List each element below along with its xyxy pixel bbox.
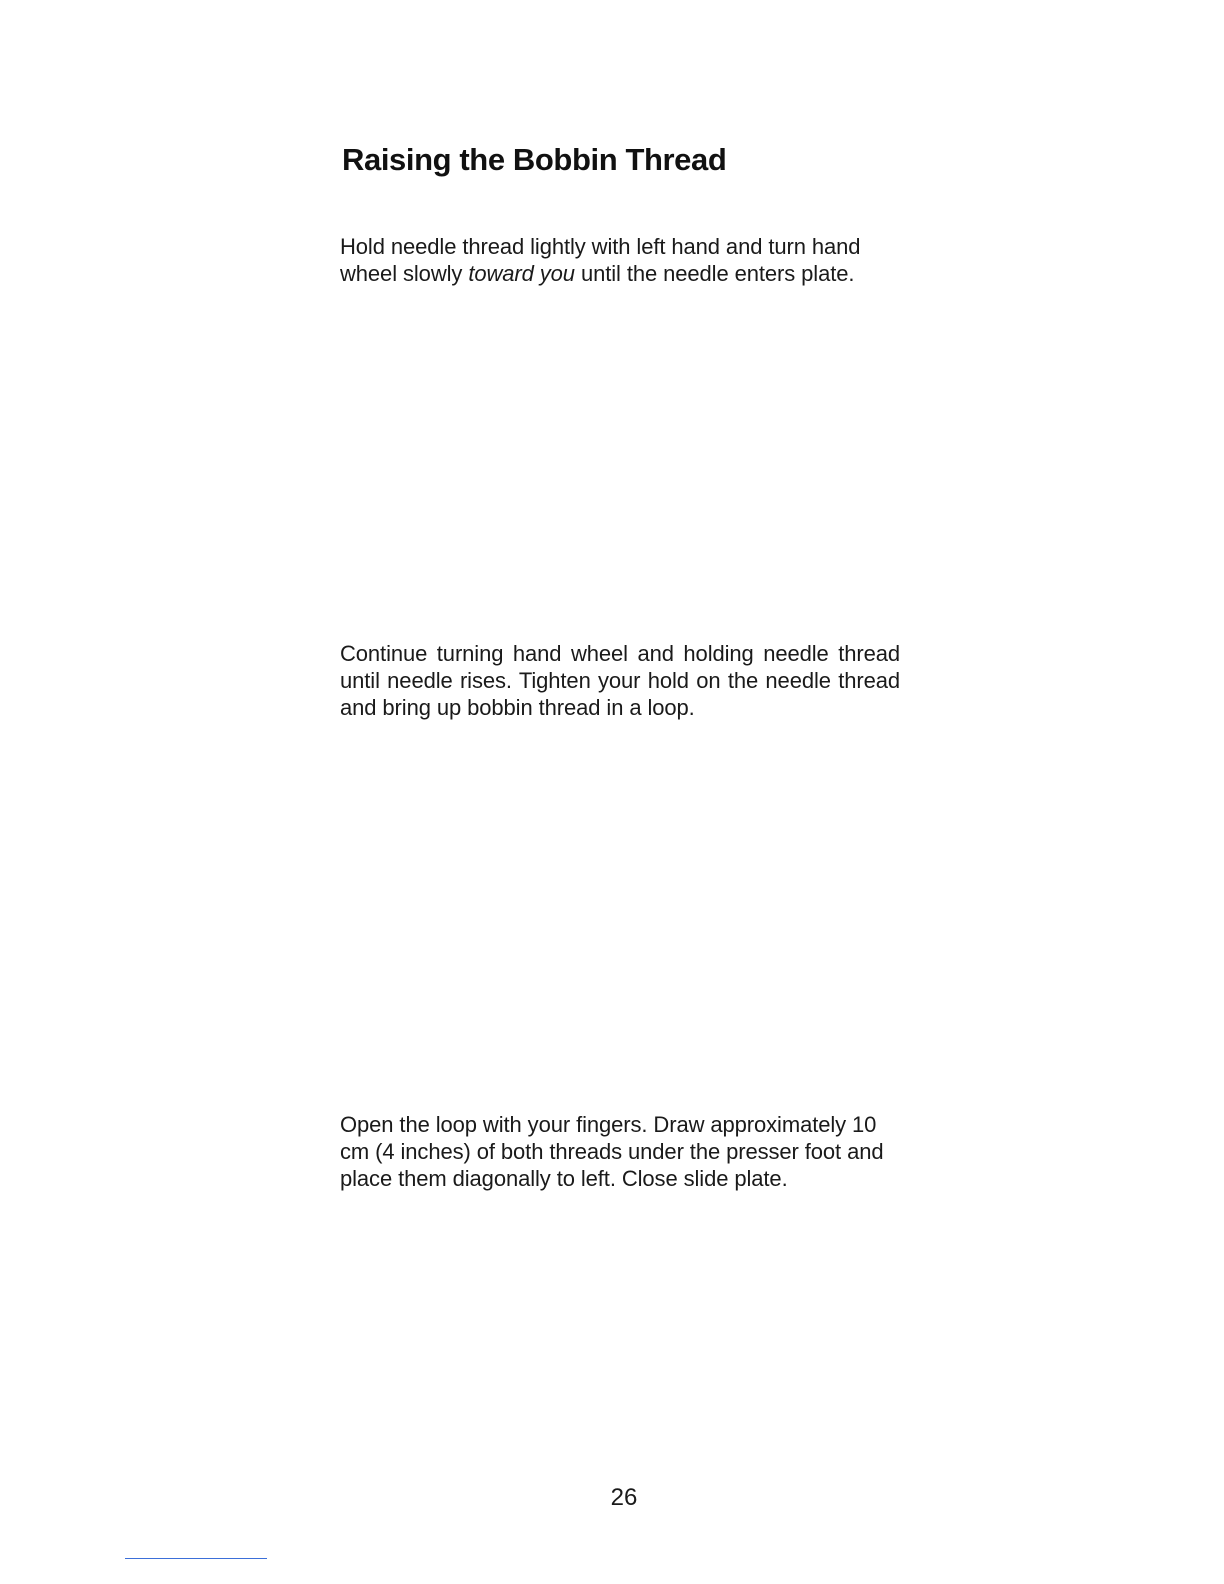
paragraph-1-text-start: Hold needle thread lightly with left hand and turn hand wheel slowly [340,234,861,286]
instruction-paragraph-1 [340,233,900,287]
footer-rule [125,1558,267,1559]
paragraph-1-emphasis: toward you [468,261,575,286]
paragraph-1-text-end: until the needle enters plate. [574,261,855,286]
page-title: Raising the Bobbin Thread [342,142,727,177]
instruction-paragraph-3: Open the loop with your fingers. Draw approximately 10 cm (4 inches) of both threads under the presser foot and place them diagonally to left. Close slide plate. [340,1112,884,1191]
instruction-paragraph-2: Continue turning hand wheel and holding needle thread until needle rises. Tighten your hold on the needle thread and bring up bobbin thread in a loop. [340,641,900,720]
page-number: 26 [610,1484,638,1511]
